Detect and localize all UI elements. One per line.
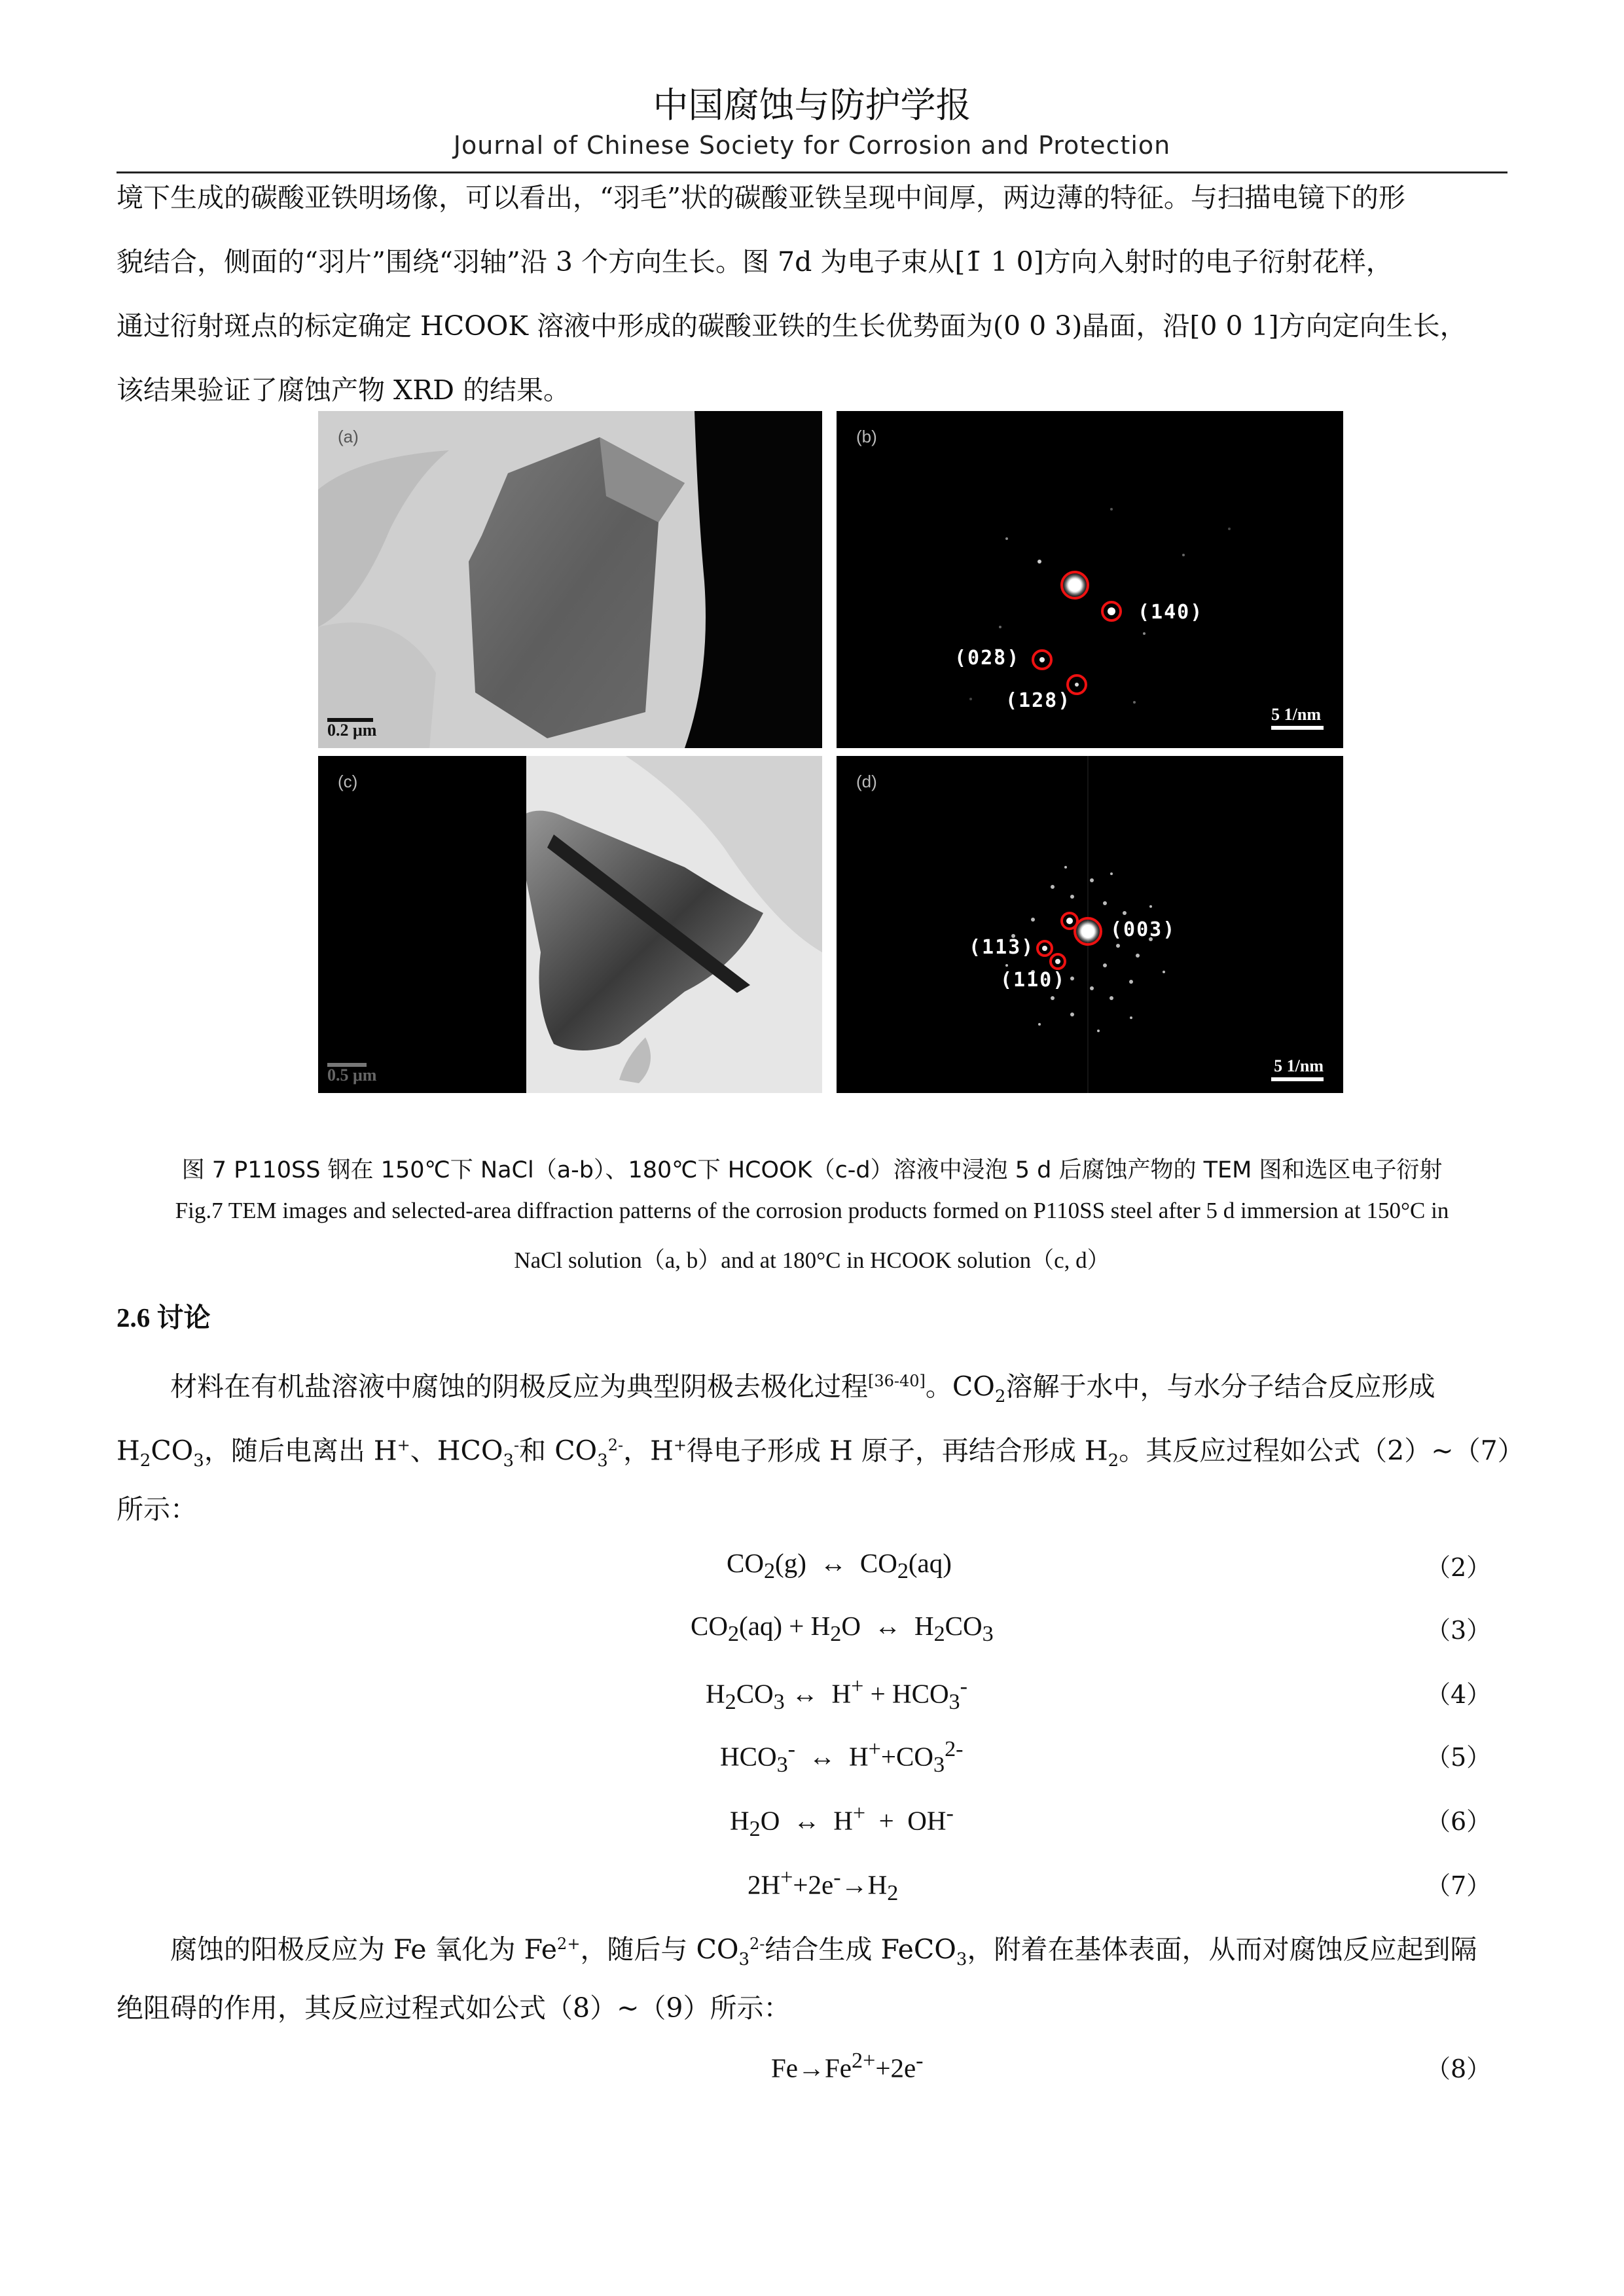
equation-8: $Fe\to Fe^{2+}+2e^-$: [771, 2049, 924, 2083]
equation-number-6: （6）: [1426, 1807, 1492, 1836]
spot-label-140: (140): [1138, 601, 1204, 624]
equation-number-8: （8）: [1426, 2054, 1492, 2083]
diffraction-pattern-b: [837, 411, 1343, 748]
spot-label-113: (113): [969, 936, 1035, 959]
equation-2: $CO_2(g)$ ↔ $CO_2(aq)$: [727, 1548, 952, 1584]
panel-b-diffraction: [837, 411, 1343, 748]
equation-number-2: （2）: [1426, 1553, 1492, 1582]
figure-caption-en-line2: NaCl solution（a, b）and at 180°C in HCOOK solution（c, d）: [514, 1247, 1110, 1273]
text-line: $H_2CO_3$，随后电离出 H+、$HCO_3^-$和 $CO_3^{2-}$，H+得电子形成 H 原子，再结合形成 $H_2$。其反应过程如公式（2）~（7）: [117, 1435, 1525, 1471]
intro-paragraph: [117, 178, 1507, 435]
equation-7: $2H^++2e^-\to H_2$: [748, 1865, 899, 1905]
equation-number-4: （4）: [1426, 1680, 1492, 1709]
panel-label-b: (b): [856, 427, 877, 446]
scale-bar-d: [1271, 1077, 1324, 1081]
section-heading: 2.6 讨论: [117, 1302, 211, 1333]
tem-micrograph-c: [318, 756, 822, 1093]
equation-number-5: （5）: [1426, 1743, 1492, 1772]
panel-label-a: (a): [338, 427, 359, 446]
figure-caption-cn: 图 7 P110SS 钢在 150℃下 NaCl（a-b）、180℃下 HCOOK（c-d）溶液中浸泡 5 d 后腐蚀产物的 TEM 图和选区电子衍射: [181, 1157, 1443, 1183]
spot-label-028: (02̄8): [954, 647, 1020, 670]
text-line: 貌结合，侧面的“羽片”围绕“羽轴”沿 3 个方向生长。图 7d 为电子束从[1̄ 1 0]方向入射时的电子衍射花样，: [117, 246, 1393, 278]
diffraction-pattern-d: [837, 756, 1343, 1093]
discussion-paragraph-1: [117, 1361, 1525, 1554]
panel-a-tem-image: [318, 411, 822, 748]
equation-5: $HCO_3^-$ ↔ $H^++CO_3^{2-}$: [720, 1737, 964, 1777]
journal-title-cn: 中国腐蚀与防护学报: [653, 84, 971, 126]
panel-d-diffraction: [837, 756, 1343, 1093]
text-line: 腐蚀的阳极反应为 Fe 氧化为 $Fe^{2+}$，随后与 $CO_3^{2-}$结合生成 FeCO$_3$，附着在基体表面，从而对腐蚀反应起到隔: [170, 1933, 1477, 1969]
scale-label-a: 0.2 μm: [327, 721, 377, 740]
equation-number-7: （7）: [1426, 1871, 1492, 1900]
discussion-paragraph-2: [117, 1924, 1507, 2053]
scale-label-d: 5 1/nm: [1274, 1056, 1324, 1075]
journal-title-en: Journal of Chinese Society for Corrosion and Protection: [453, 131, 1171, 160]
text-line: 材料在有机盐溶液中腐蚀的阴极反应为典型阴极去极化过程[36-40]。$CO_2$溶解于水中，与水分子结合反应形成: [170, 1371, 1435, 1407]
figure-7: [318, 411, 1343, 1093]
text-line: 通过衍射斑点的标定确定 HCOOK 溶液中形成的碳酸亚铁的生长优势面为(0 0 3)晶面，沿[0 0 1]方向定向生长，: [117, 310, 1467, 342]
panel-label-d: (d): [856, 772, 877, 791]
scale-label-c: 0.5 μm: [327, 1066, 377, 1085]
spot-label-003: (003): [1110, 918, 1176, 941]
figure-caption-en-line1: Fig.7 TEM images and selected-area diffraction patterns of the corrosion products formed on P110SS steel after 5 d immersion at 150°C in: [175, 1198, 1449, 1223]
tem-micrograph-a: [318, 411, 822, 748]
equation-number-3: （3）: [1426, 1616, 1492, 1645]
panel-label-c: (c): [338, 772, 358, 791]
scale-bar-b: [1271, 726, 1324, 730]
text-line: 境下生成的碳酸亚铁明场像，可以看出，“羽毛”状的碳酸亚铁呈现中间厚，两边薄的特征。与扫描电镜下的形: [117, 182, 1405, 213]
text-line: 该结果验证了腐蚀产物 XRD 的结果。: [117, 374, 570, 406]
scale-label-b: 5 1/nm: [1271, 705, 1321, 724]
spot-label-128: (128): [1005, 689, 1072, 712]
panel-c-tem-image: [318, 756, 822, 1093]
spot-label-110: (110): [1000, 969, 1066, 992]
header-divider: [117, 171, 1507, 173]
equation-3: $CO_2(aq) + H_2O$ ↔ $H_2CO_3$: [691, 1611, 994, 1647]
equation-4: $H_2CO_3$ ↔ $H^+ + HCO_3^-$: [706, 1674, 967, 1714]
text-line: 所示：: [117, 1494, 197, 1525]
equation-6: $H_2O$ ↔ H+ + OH-: [730, 1801, 954, 1841]
text-line: 绝阻碍的作用，其反应过程式如公式（8）~（9）所示：: [117, 1992, 791, 2024]
